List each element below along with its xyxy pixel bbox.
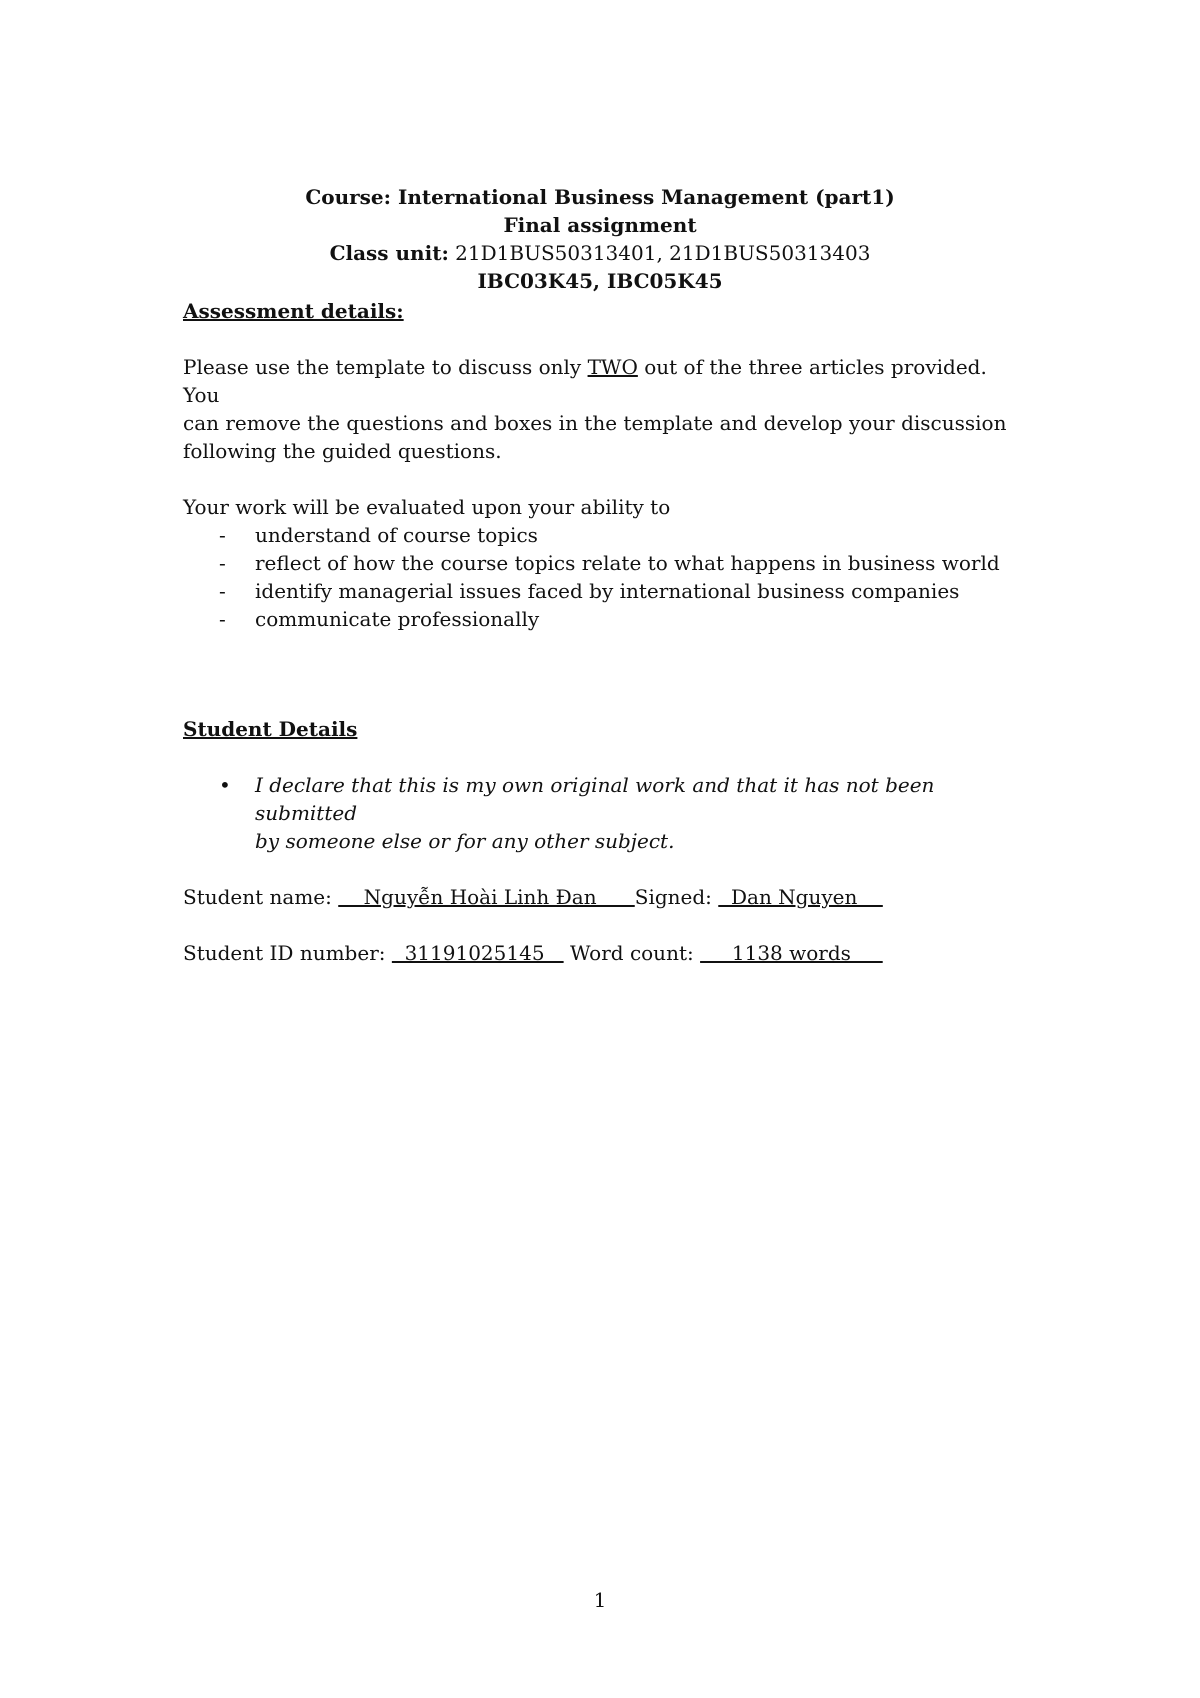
declaration-text-1: I declare that this is my own original work and that it has not been submitted bbox=[255, 773, 935, 825]
page-number: 1 bbox=[593, 1588, 607, 1612]
assessment-heading: Assessment details: bbox=[183, 299, 404, 323]
student-name-label: Student name: bbox=[183, 885, 339, 909]
declaration-text-2: by someone else or for any other subject. bbox=[255, 829, 675, 853]
declaration-list bbox=[183, 771, 1023, 855]
class-codes: IBC03K45, IBC05K45 bbox=[477, 269, 723, 293]
student-name-field: Nguyễn Hoài Linh Đan bbox=[338, 885, 635, 909]
class-unit-value: 21D1BUS50313401, 21D1BUS50313403 bbox=[448, 241, 871, 265]
instructions-text-2: out of the three articles provided. You bbox=[183, 355, 987, 407]
student-details-section bbox=[183, 715, 1023, 967]
student-id-line bbox=[183, 939, 1023, 967]
class-unit-label: Class unit: bbox=[329, 241, 449, 265]
instructions-paragraph bbox=[183, 353, 1023, 465]
student-id-label: Student ID number: bbox=[183, 941, 392, 965]
instructions-text-1: Please use the template to discuss only bbox=[183, 355, 588, 379]
signed-label: Signed: bbox=[634, 885, 719, 909]
bullet-icon: • bbox=[219, 773, 231, 797]
list-item-text: communicate professionally bbox=[255, 607, 540, 631]
evaluation-criteria-list bbox=[183, 521, 1023, 633]
assignment-title: Final assignment bbox=[503, 213, 697, 237]
list-dash: - bbox=[219, 579, 226, 603]
student-name-line bbox=[183, 883, 1023, 911]
declaration-item bbox=[183, 771, 1023, 855]
list-item bbox=[183, 549, 1023, 577]
class-unit-line bbox=[0, 239, 1200, 267]
document-header bbox=[0, 183, 1200, 295]
course-title: Course: International Business Management (part1) bbox=[305, 185, 895, 209]
list-dash: - bbox=[219, 551, 226, 575]
assessment-section bbox=[183, 297, 1023, 633]
evaluation-intro: Your work will be evaluated upon your ability to bbox=[183, 495, 671, 519]
list-item-text: understand of course topics bbox=[255, 523, 538, 547]
instructions-emphasis: TWO bbox=[587, 355, 638, 379]
list-dash: - bbox=[219, 523, 226, 547]
instructions-text-3: can remove the questions and boxes in the template and develop your discussion bbox=[183, 411, 1007, 435]
list-item-text: reflect of how the course topics relate to what happens in business world bbox=[255, 551, 1000, 575]
list-item-text: identify managerial issues faced by international business companies bbox=[255, 579, 960, 603]
student-details-heading: Student Details bbox=[183, 717, 358, 741]
instructions-text-4: following the guided questions. bbox=[183, 439, 502, 463]
word-count-field: 1138 words bbox=[700, 941, 883, 965]
list-item bbox=[183, 605, 1023, 633]
student-id-field: 31191025145 bbox=[391, 941, 564, 965]
list-item bbox=[183, 577, 1023, 605]
signed-field: Dan Nguyen bbox=[718, 885, 883, 909]
list-item bbox=[183, 521, 1023, 549]
word-count-label: Word count: bbox=[563, 941, 701, 965]
list-dash: - bbox=[219, 607, 226, 631]
